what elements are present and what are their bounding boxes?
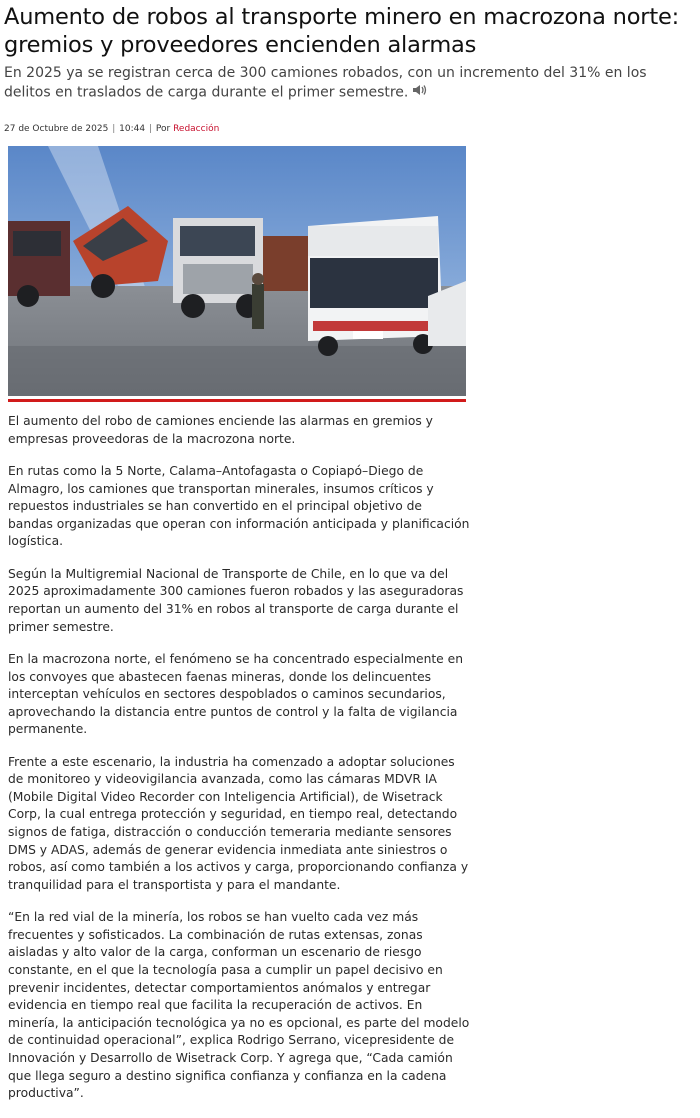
paragraph: Según la Multigremial Nacional de Transporte de Chile, en lo que va del 2025 aproximadamente 300 camiones fueron robados y las aseguradoras reportan un aumento del 31% en robos al transporte de carga durante el primer semestre. <box>8 566 464 634</box>
article-photo <box>8 146 466 402</box>
author-link[interactable]: Redacción <box>173 124 220 134</box>
byline-label: Por <box>155 124 171 134</box>
publish-date: 27 de Octubre de 2025 <box>4 124 109 134</box>
paragraph: En rutas como la 5 Norte, Calama–Antofagasta o Copiapó–Diego de Almagro, los camiones que transportan minerales, insumos críticos y repuestos industriales se han convertido en el principal objetivo de bandas organizadas que operan con información anticipada y planificación logística. <box>8 463 470 549</box>
paragraph: Frente a este escenario, la industria ha comenzado a adoptar soluciones de monitoreo y videovigilancia avanzada, como las cámaras MDVR IA (Mobile Digital Video Recorder con Inteligencia Artificial), de Wisetrack Corp, la cual entrega protección y seguridad, en tiempo real, detectando signos de fatiga, distracción o conducción temeraria mediante sensores DMS y ADAS, además de generar evidencia inmediata ante siniestros o robos, así como también a los activos y carga, proporcionando confianza y tranquilidad para el transportista y para el mandante. <box>8 754 469 892</box>
article-byline: 27 de Octubre de 2025 | 10:44 | Por Redacción <box>4 124 220 134</box>
trucks-photo <box>8 146 466 396</box>
speaker-icon[interactable] <box>412 83 428 102</box>
paragraph: “En la red vial de la minería, los robos se han vuelto cada vez más frecuentes y sofisticados. La combinación de rutas extensas, zonas aisladas y alto valor de la carga, conforman un escenario de riesgo constante, en el que la tecnología pasa a cumplir un papel decisivo en prevenir incidentes, detectar comportamientos anómalos y entregar evidencia en tiempo real que facilita la recuperación de activos. En minería, la anticipación tecnológica ya no es opcional, es parte del modelo de continuidad operacional”, explica Rodrigo Serrano, vicepresidente de Innovación y Desarrollo de Wisetrack Corp. Y agrega que, “Cada camión que llega seguro a destino significa confianza y confianza en la cadena productiva”. <box>8 910 470 1101</box>
article-body <box>8 413 470 1118</box>
publish-time: 10:44 <box>119 124 146 134</box>
paragraph: En la macrozona norte, el fenómeno se ha concentrado especialmente en los convoyes que abastecen faenas mineras, donde los delincuentes interceptan vehículos en sectores despoblados o caminos secundarios, aprovechando la distancia entre puntos de control y la falta de vigilancia permanente. <box>8 651 464 737</box>
paragraph: El aumento del robo de camiones enciende las alarmas en gremios y empresas proveedoras de la macrozona norte. <box>8 414 433 446</box>
subheadline-text: En 2025 ya se registran cerca de 300 camiones robados, con un incremento del 31% en los delitos en traslados de carga durante el primer semestre. <box>4 65 647 101</box>
article-headline: Aumento de robos al transporte minero en macrozona norte: gremios y proveedores encienden alarmas <box>4 4 679 58</box>
article-subheadline <box>4 64 694 103</box>
